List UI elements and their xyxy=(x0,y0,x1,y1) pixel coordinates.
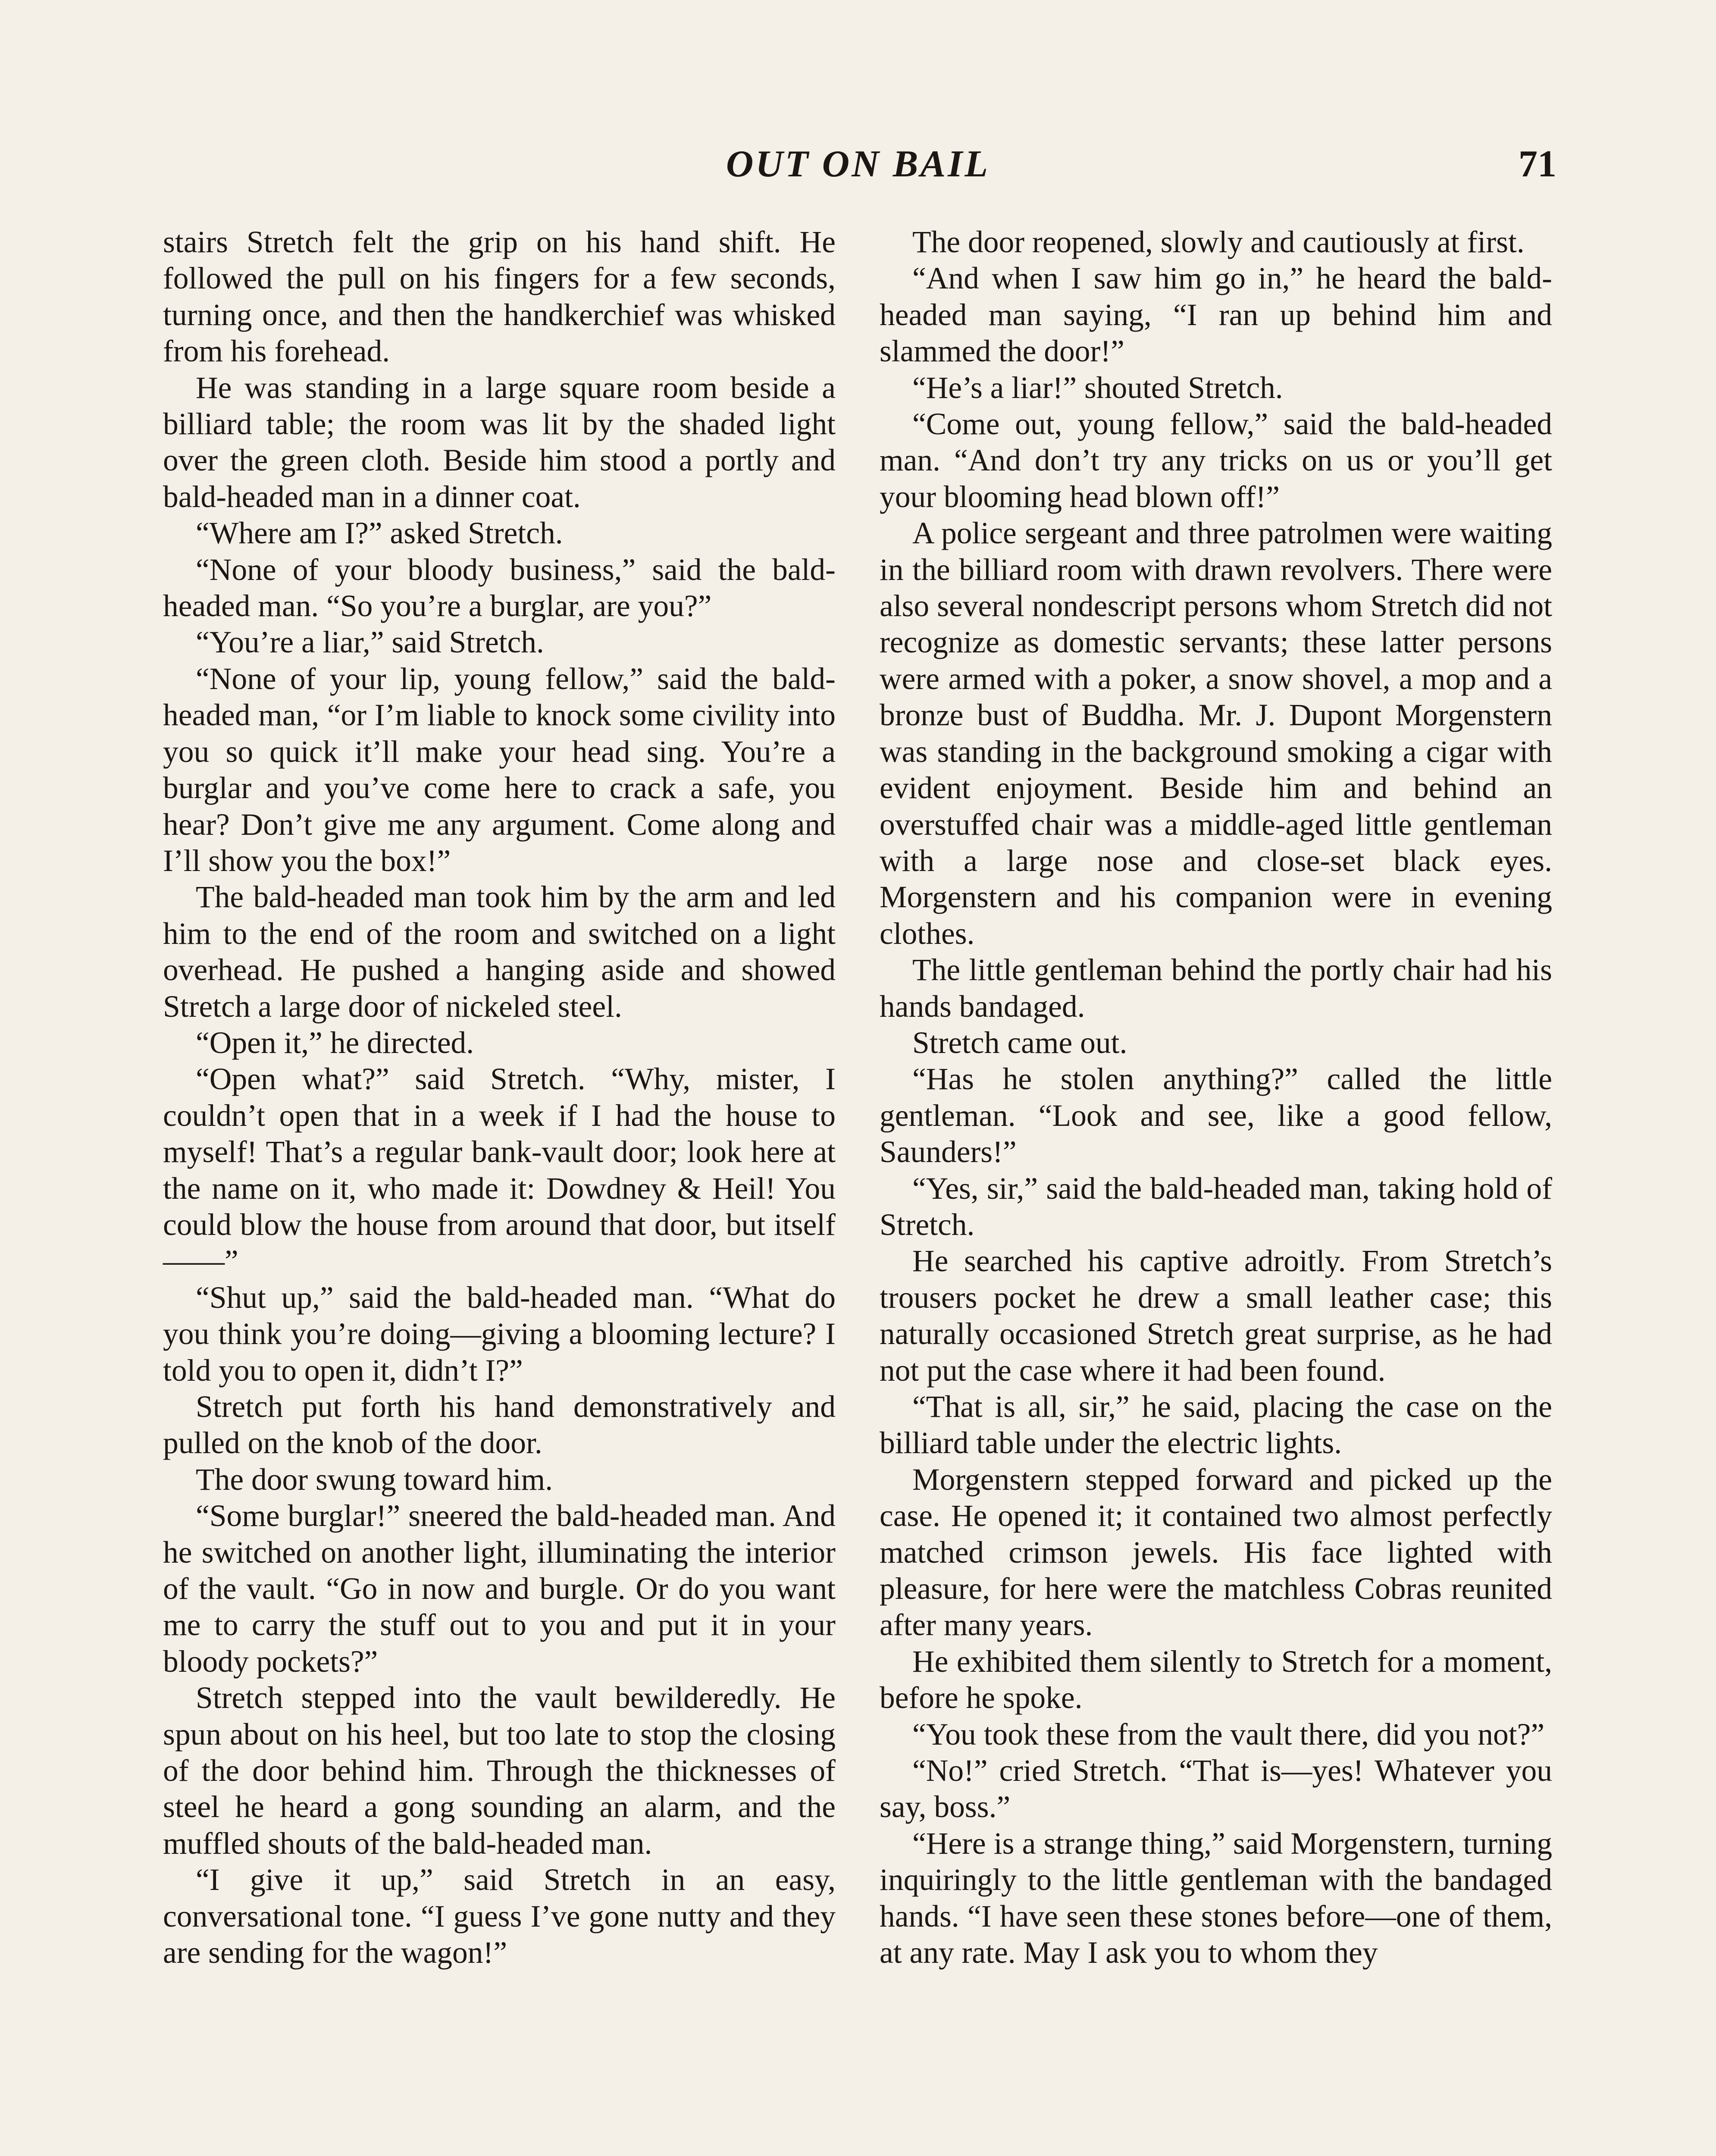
paragraph: Morgenstern stepped forward and picked up the case. He opened it; it contained two almost perfectly matched crimson jewels. His face lighted with pleasure, for here were the matchless Cobras reunited after many years. xyxy=(880,1462,1552,1642)
paragraph: Stretch put forth his hand demonstratively and pulled on the knob of the door. xyxy=(163,1390,836,1460)
running-head xyxy=(160,142,1556,194)
paragraph: “Here is a strange thing,” said Morgenstern, turning inquiringly to the little gentleman with the bandaged hands. “I have seen these stones before—one of them, at any rate. May I ask you to whom they xyxy=(880,1826,1552,1970)
paragraph: The bald-headed man took him by the arm and led him to the end of the room and switched on a light overhead. He pushed a hanging aside and showed Stretch a large door of nickeled steel. xyxy=(163,880,836,1024)
paragraph: “Where am I?” asked Stretch. xyxy=(196,516,563,551)
paragraph: “No!” cried Stretch. “That is—yes! Whatever you say, boss.” xyxy=(880,1754,1552,1824)
paragraph: “Open it,” he directed. xyxy=(196,1025,474,1060)
page-number: 71 xyxy=(1519,143,1556,185)
paragraph: Stretch came out. xyxy=(912,1025,1127,1060)
paragraph: He was standing in a large square room beside a billiard table; the room was lit by the shaded light over the green cloth. Beside him stood a portly and bald-headed man in a dinner coat. xyxy=(163,370,836,514)
paragraph: stairs Stretch felt the grip on his hand shift. He followed the pull on his fingers for a few seconds, turning once, and then the handkerchief was whisked from his forehead. xyxy=(163,225,836,369)
paragraph: The little gentleman behind the portly chair had his hands bandaged. xyxy=(880,953,1552,1024)
paragraph: He exhibited them silently to Stretch for a moment, before he spoke. xyxy=(880,1644,1552,1715)
paragraph: “You took these from the vault there, did you not?” xyxy=(912,1717,1545,1752)
paragraph: “Come out, young fellow,” said the bald-headed man. “And don’t try any tricks on us or you’ll get your blooming head blown off!” xyxy=(880,407,1552,514)
paragraph: “Open what?” said Stretch. “Why, mister, I couldn’t open that in a week if I had the house to myself! That’s a regular bank-vault door; look here at the name on it, who made it: Dowdney & Heil! You could blow the house from around that door, but itself——” xyxy=(163,1062,836,1279)
paragraph: Stretch stepped into the vault bewilderedly. He spun about on his heel, but too late to stop the closing of the door behind him. Through the thicknesses of steel he heard a gong sounding an alarm, and the muffled shouts of the bald-headed man. xyxy=(163,1681,836,1861)
paragraph: “Shut up,” said the bald-headed man. “What do you think you’re doing—giving a blooming lecture? I told you to open it, didn’t I?” xyxy=(163,1280,836,1388)
left-column xyxy=(163,224,836,1971)
paragraph: “I give it up,” said Stretch in an easy, conversational tone. “I guess I’ve gone nutty and they are sending for the wagon!” xyxy=(163,1863,836,1970)
paragraph: A police sergeant and three patrolmen were waiting in the billiard room with drawn revolvers. There were also several nondescript persons whom Stretch did not recognize as domestic servants; these latter persons were armed with a poker, a snow shovel, a mop and a bronze bust of Buddha. Mr. J. Dupont Morgenstern was standing in the background smoking a cigar with evident enjoyment. Beside him and behind an overstuffed chair was a middle-aged little gentleman with a large nose and close-set black eyes. Morgenstern and his companion were in evening clothes. xyxy=(880,516,1552,951)
paragraph: “Some burglar!” sneered the bald-headed man. And he switched on another light, illuminating the interior of the vault. “Go in now and burgle. Or do you want me to carry the stuff out to you and put it in your bloody pockets?” xyxy=(163,1499,836,1679)
running-title: OUT ON BAIL xyxy=(726,143,990,185)
paragraph: “And when I saw him go in,” he heard the bald-headed man saying, “I ran up behind him and slammed the door!” xyxy=(880,261,1552,369)
paragraph: The door reopened, slowly and cautiously at first. xyxy=(912,225,1525,259)
paragraph: “He’s a liar!” shouted Stretch. xyxy=(912,370,1283,405)
paragraph: “That is all, sir,” he said, placing the case on the billiard table under the electric lights. xyxy=(880,1390,1552,1460)
paragraph: The door swung toward him. xyxy=(196,1462,553,1497)
right-column xyxy=(880,224,1552,1971)
paragraph: “Yes, sir,” said the bald-headed man, taking hold of Stretch. xyxy=(880,1171,1552,1242)
paragraph: “You’re a liar,” said Stretch. xyxy=(196,625,544,660)
paragraph: “None of your lip, young fellow,” said the bald-headed man, “or I’m liable to knock some civility into you so quick it’ll make your head sing. You’re a burglar and you’ve come here to crack a safe, you hear? Don’t give me any argument. Come along and I’ll show you the box!” xyxy=(163,661,836,878)
paragraph: “Has he stolen anything?” called the little gentleman. “Look and see, like a good fellow, Saunders!” xyxy=(880,1062,1552,1169)
paragraph: He searched his captive adroitly. From Stretch’s trousers pocket he drew a small leather case; this naturally occasioned Stretch great surprise, as he had not put the case where it had been found. xyxy=(880,1244,1552,1388)
paragraph: “None of your bloody business,” said the bald-headed man. “So you’re a burglar, are you?” xyxy=(163,552,836,624)
